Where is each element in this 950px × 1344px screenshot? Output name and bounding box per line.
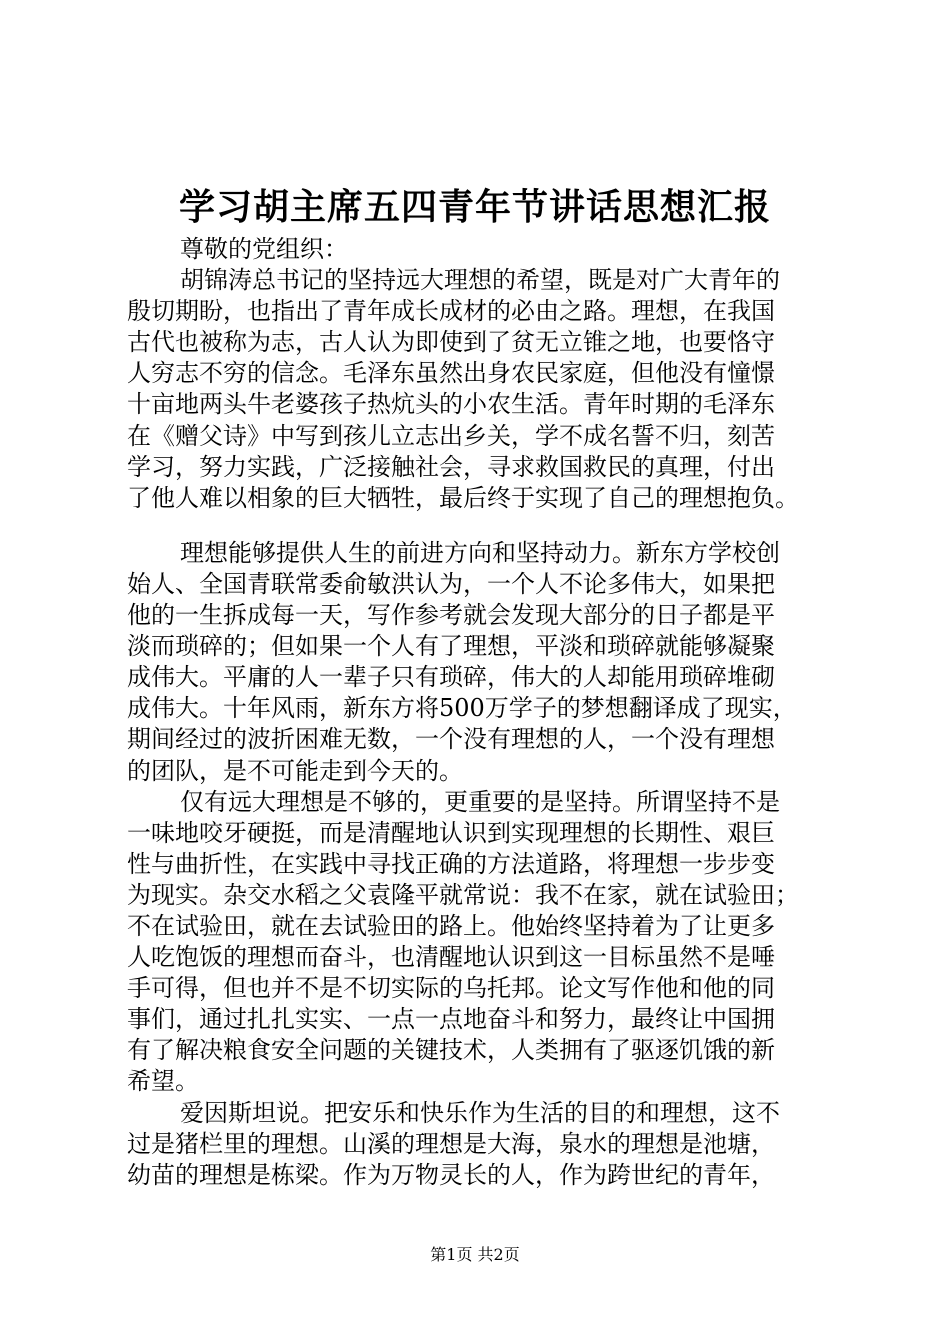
document-title: 学习胡主席五四青年节讲话思想汇报: [178, 186, 771, 228]
paragraph-line: 性与曲折性，在实践中寻找正确的方法道路，将理想一步步变: [127, 849, 775, 878]
paragraph-1: [127, 265, 850, 514]
paragraph-spacing: [127, 514, 850, 538]
paragraph-line: 理想能够提供人生的前进方向和坚持动力。新东方学校创: [180, 538, 780, 567]
salutation: 尊敬的党组织：: [180, 235, 348, 263]
paragraph-line: 成伟大。十年风雨，新东方将500万学子的梦想翻译成了现实，: [127, 694, 797, 723]
paragraph-line: 手可得，但也并不是不切实际的乌托邦。论文写作他和他的同: [127, 974, 775, 1003]
paragraph-line: 他的一生拆成每一天，写作参考就会发现大部分的日子都是平: [127, 601, 775, 630]
paragraph-2: [127, 538, 850, 787]
paragraph-line: 仅有远大理想是不够的，更重要的是坚持。所谓坚持不是: [180, 787, 780, 816]
page-number-footer: 第1页 共2页: [430, 1245, 520, 1264]
paragraph-line: 一味地咬牙硬挺，而是清醒地认识到实现理想的长期性、艰巨: [127, 818, 775, 847]
paragraph-4: [127, 1098, 850, 1191]
paragraph-3: [127, 787, 850, 1098]
paragraph-line: 在《赠父诗》中写到孩儿立志出乡关，学不成名誓不归，刻苦: [127, 421, 775, 450]
paragraph-line: 成伟大。平庸的人一辈子只有琐碎，伟大的人却能用琐碎堆砌: [127, 663, 775, 692]
paragraph-line: 幼苗的理想是栋梁。作为万物灵长的人，作为跨世纪的青年，: [127, 1160, 775, 1189]
paragraph-line: 为现实。杂交水稻之父袁隆平就常说：我不在家，就在试验田；: [127, 880, 799, 909]
paragraph-line: 希望。: [127, 1067, 199, 1096]
paragraph-line: 期间经过的波折困难无数，一个没有理想的人，一个没有理想: [127, 725, 775, 754]
paragraph-line: 过是猪栏里的理想。山溪的理想是大海，泉水的理想是池塘，: [127, 1129, 775, 1158]
paragraph-line: 人穷志不穷的信念。毛泽东虽然出身农民家庭，但他没有憧憬: [127, 359, 775, 388]
paragraph-line: 胡锦涛总书记的坚持远大理想的希望，既是对广大青年的: [180, 266, 780, 295]
paragraph-line: 学习，努力实践，广泛接触社会，寻求救国救民的真理，付出: [127, 452, 775, 481]
paragraph-line: 淡而琐碎的；但如果一个人有了理想，平淡和琐碎就能够凝聚: [127, 632, 775, 661]
paragraph-line: 了他人难以相象的巨大牺牲，最后终于实现了自己的理想抱负。: [127, 483, 799, 512]
paragraph-line: 爱因斯坦说。把安乐和快乐作为生活的目的和理想，这不: [180, 1098, 780, 1127]
document-body: [127, 234, 850, 1191]
paragraph-line: 事们，通过扎扎实实、一点一点地奋斗和努力，最终让中国拥: [127, 1005, 775, 1034]
paragraph-line: 古代也被称为志，古人认为即使到了贫无立锥之地，也要恪守: [127, 328, 775, 357]
paragraph-line: 有了解决粮食安全问题的关键技术，人类拥有了驱逐饥饿的新: [127, 1036, 775, 1065]
paragraph-line: 的团队，是不可能走到今天的。: [127, 756, 463, 785]
paragraph-line: 人吃饱饭的理想而奋斗，也清醒地认识到这一目标虽然不是唾: [127, 943, 775, 972]
paragraph-line: 十亩地两头牛老婆孩子热炕头的小农生活。青年时期的毛泽东: [127, 390, 775, 419]
paragraph-line: 始人、全国青联常委俞敏洪认为，一个人不论多伟大，如果把: [127, 569, 775, 598]
paragraph-line: 殷切期盼，也指出了青年成长成材的必由之路。理想，在我国: [127, 297, 775, 326]
paragraph-line: 不在试验田，就在去试验田的路上。他始终坚持着为了让更多: [127, 911, 775, 940]
